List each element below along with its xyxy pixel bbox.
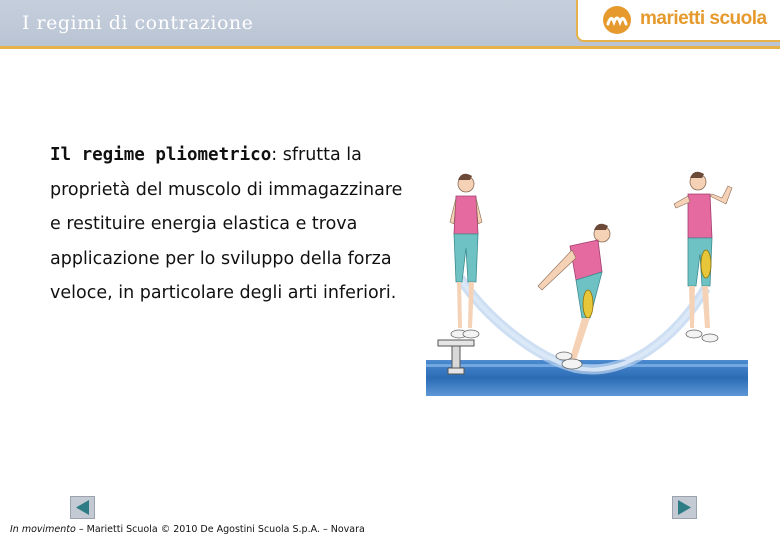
term-bold: Il regime pliometrico — [50, 145, 272, 165]
publisher-logo — [576, 0, 780, 42]
logo-text: marietti scuola — [640, 8, 767, 29]
triangle-left-icon — [71, 497, 94, 518]
header-bar — [0, 0, 780, 49]
next-slide-button[interactable] — [672, 496, 697, 519]
athlete-landing — [538, 224, 610, 369]
footer-credits — [10, 524, 365, 535]
term-description: : sfrutta la proprietà del muscolo di immagazzinare e restituire energia elastica e trova applicazione per lo sviluppo della forza veloce, in particolare degli arti inferiori. — [50, 145, 403, 303]
previous-slide-button[interactable] — [70, 496, 95, 519]
main-text — [50, 138, 410, 311]
marietti-logo-icon — [602, 5, 632, 35]
copyright-text: – Marietti Scuola © 2010 De Agostini Scuola S.p.A. – Novara — [75, 524, 365, 535]
slide-title: I regimi di contrazione — [22, 12, 254, 34]
book-title: In movimento — [10, 524, 76, 535]
triangle-right-icon — [673, 497, 696, 518]
plyometric-jump-illustration — [426, 168, 748, 396]
athlete-standing — [450, 174, 482, 338]
